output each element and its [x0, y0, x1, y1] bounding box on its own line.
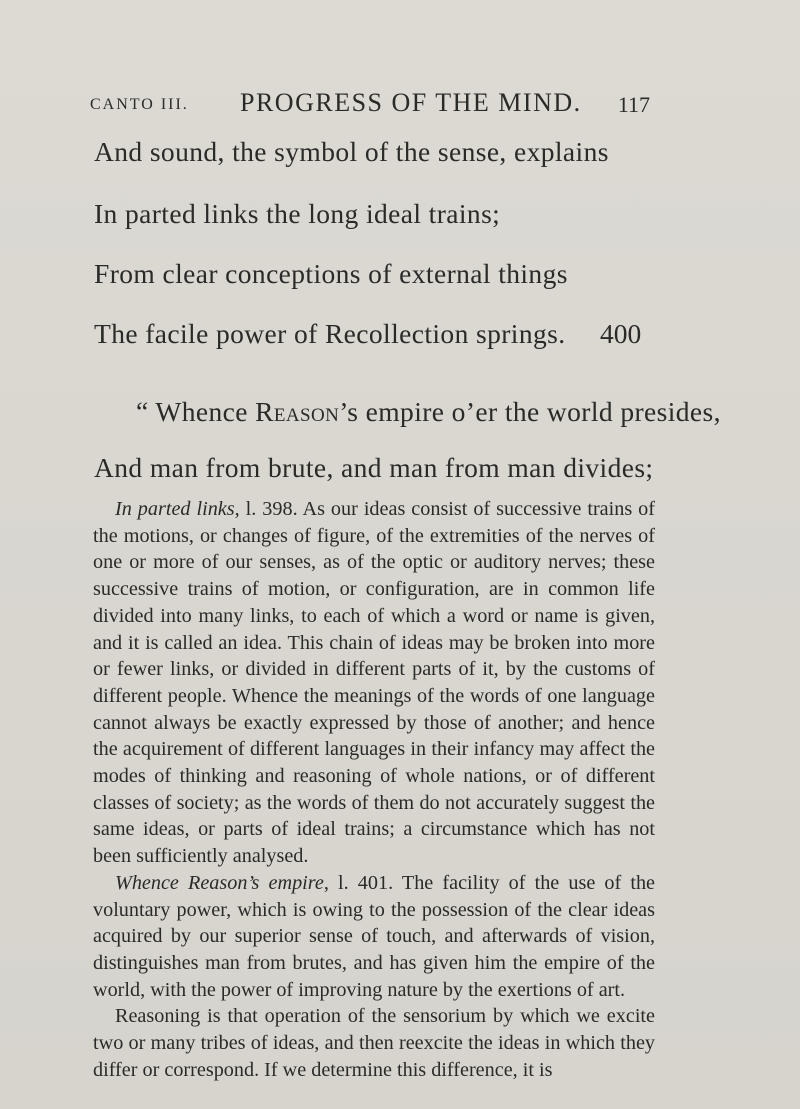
note-2-line: , l. 401.: [323, 871, 394, 894]
page-title: PROGRESS OF THE MIND.: [240, 88, 582, 117]
page-number: 117: [617, 92, 650, 117]
verse-line-1: And sound, the symbol of the sense, explains: [94, 136, 609, 167]
footnotes: [93, 496, 655, 1083]
note-1-reference: In parted links: [115, 498, 235, 520]
note-reasoning: [93, 1003, 655, 1083]
note-2-text: The facility of the use of the voluntary power, which is owing to the possession of the clear ideas acquired by our superior sense of touch, and afterwards of vision, distinguishes man from brutes, and has given him the empire of the world, with the power of improving nature by the exertions of art.: [93, 871, 656, 1001]
verse-line-5-end: ’s empire o’er the world presides,: [339, 396, 721, 427]
verse-line-5: [136, 396, 721, 428]
verse-line-2: In parted links the long ideal trains;: [94, 198, 501, 229]
note-3-text: Reasoning is that operation of the sensorium by which we excite two or many tribes of ideas, and then reexcite the ideas in which they differ or correspond. If we determine this difference, it is: [93, 1005, 655, 1081]
note-reasons-empire: [93, 870, 655, 1004]
verse-line-6: And man from brute, and man from man divides;: [94, 452, 654, 483]
note-1-text: As our ideas consist of successive trains of the motions, or changes of figure, of the extremities of the nerves of one or more of our senses, as of the optic or auditory nerves; these successive trains of motion, or configuration, are in common life divided into many links, to each of which a word or name is given, and it is called an idea. This chain of ideas may be broken into more or fewer links, or divided in different parts of it, by the customs of different people. Whence the meanings of the words of one language cannot always be exactly expressed by those of another; and hence the acquirement of different languages in their infancy may affect the modes of thinking and reasoning of whole nations, or of different classes of society; as the words of them do not accurately suggest the same ideas, or parts of ideal trains; a circumstance which has not been sufficiently analysed.: [93, 498, 656, 868]
verse-line-4: The facile power of Recollection springs.: [94, 318, 566, 349]
reason-word: Reason: [255, 396, 340, 427]
running-header: [90, 88, 650, 118]
note-1-line: , l. 398.: [234, 498, 298, 520]
canto-label: CANTO III.: [90, 96, 189, 113]
note-2-reference: Whence Reason’s empire: [115, 871, 324, 894]
note-parted-links: [93, 496, 655, 870]
verse-line-number: 400: [600, 318, 642, 349]
verse-line-5-start: “ Whence: [136, 396, 256, 427]
verse-line-3: From clear conceptions of external things: [94, 258, 568, 289]
